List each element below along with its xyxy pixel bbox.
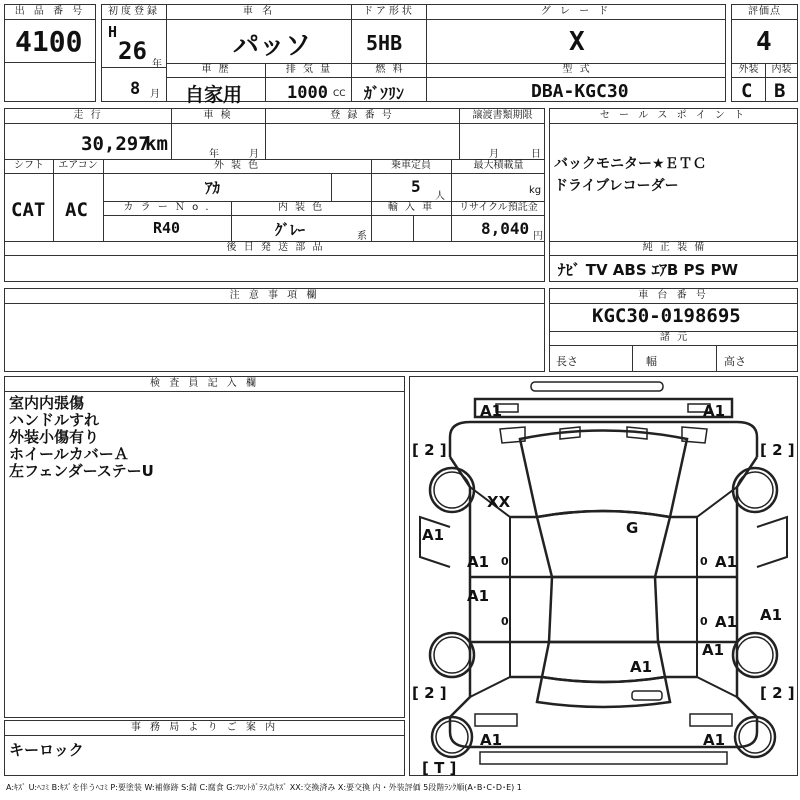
chassis-number: KGC30-0198695 bbox=[592, 305, 741, 327]
mark-right-quarter: A1 bbox=[760, 606, 783, 624]
aircon-label: エアコン bbox=[58, 160, 98, 171]
inspector-note: 左フェンダーステーU bbox=[9, 462, 154, 480]
inspection-year-unit: 年 bbox=[209, 149, 219, 160]
grade-label: グ レ ー ド bbox=[427, 5, 725, 20]
mark-windshield: G bbox=[626, 519, 639, 537]
transfer-month: 月 bbox=[489, 149, 499, 160]
door-cell bbox=[351, 4, 427, 102]
mark-roof-rear: A1 bbox=[630, 658, 653, 676]
equipment-items: ﾅﾋﾞ TV ABS ｴｱB PS PW bbox=[558, 261, 739, 279]
payload-unit: kg bbox=[529, 185, 542, 196]
inspector-note: ホイールカバーＡ bbox=[9, 445, 129, 463]
payload-label: 最大積載量 bbox=[473, 160, 524, 171]
displacement: 1000 bbox=[287, 83, 328, 103]
chassis-label: 車 台 番 号 bbox=[550, 289, 797, 304]
sales-point-cell bbox=[549, 108, 798, 282]
mileage: 30,297 bbox=[81, 133, 150, 155]
mark-front-right-bumper: A1 bbox=[703, 402, 726, 420]
color-number-label: カ ラ ー Ｎ o . bbox=[123, 202, 211, 213]
mark-right-front-door-0: 0 bbox=[700, 555, 708, 568]
car-history: 自家用 bbox=[185, 84, 243, 106]
mark-right-front-door: A1 bbox=[715, 553, 738, 571]
detail-grid bbox=[4, 108, 545, 282]
car-outline-drawing bbox=[410, 377, 797, 775]
inspector-notes-label: 検 査 員 記 入 欄 bbox=[5, 377, 404, 392]
registration-number-label: 登 録 番 号 bbox=[330, 110, 394, 121]
height-label: 高さ bbox=[724, 355, 746, 368]
mark-front-left-bumper: A1 bbox=[480, 402, 503, 420]
exterior-color: ｱｶ bbox=[205, 179, 221, 197]
car-damage-diagram bbox=[409, 376, 798, 776]
length-label: 長さ bbox=[556, 355, 578, 368]
mileage-label: 走 行 bbox=[73, 110, 103, 121]
door-type: 5HB bbox=[366, 31, 403, 55]
mark-tire-rr: [ 2 ] bbox=[760, 684, 795, 702]
interior-color-unit: 系 bbox=[357, 231, 367, 242]
damage-legend: A:ｷｽﾞ U:ﾍｺﾐ B:ｷｽﾞを伴うﾍｺﾐ P:要塗装 W:補修跡 S:錆 C:腐食 G:ﾌﾛﾝﾄｶﾞﾗｽ点ｷｽﾞ XX:交換済み X:要交換 内・外装評価 5段階ﾗﾝｸ順(A･B･C･D･E) 1 bbox=[6, 783, 522, 792]
mileage-unit: km bbox=[145, 133, 168, 155]
capacity: 5 bbox=[411, 177, 421, 196]
first-registration-cell bbox=[101, 4, 167, 102]
mark-tire-rl: [ 2 ] bbox=[412, 684, 447, 702]
fuel: ｶﾞｿﾘﾝ bbox=[364, 84, 405, 103]
recycle-deposit-label: リサイクル預託金 bbox=[459, 202, 538, 213]
equipment-label: 純 正 装 備 bbox=[642, 242, 707, 253]
mark-right-rear-quarter: A1 bbox=[702, 641, 725, 659]
shift-label: シフト bbox=[14, 160, 44, 171]
first-registration-label: 初度登録 bbox=[102, 5, 166, 20]
model-code: DBA-KGC30 bbox=[531, 81, 629, 102]
car-name: パッソ bbox=[233, 31, 312, 61]
score-label: 評価点 bbox=[732, 5, 797, 20]
mark-rear-right-bumper: A1 bbox=[703, 731, 726, 749]
inspector-note: 室内内張傷 bbox=[9, 394, 85, 412]
chassis-cell bbox=[549, 288, 798, 372]
inspector-notes-cell bbox=[4, 376, 405, 718]
exterior-color-label: 外 装 色 bbox=[213, 160, 261, 171]
exterior-grade: C bbox=[741, 80, 753, 102]
mark-left-rear-door-0: 0 bbox=[501, 615, 509, 628]
mark-rear-left-bumper: A1 bbox=[480, 731, 503, 749]
score: 4 bbox=[756, 27, 772, 57]
notes-label: 注 意 事 項 欄 bbox=[5, 289, 544, 304]
car-name-label: 車 名 bbox=[167, 5, 351, 20]
exterior-label: 外装 bbox=[738, 64, 759, 75]
specs-label: 諸 元 bbox=[659, 332, 690, 343]
lot-number: 4100 bbox=[15, 25, 83, 58]
transfer-deadline-label: 譲渡書類期限 bbox=[472, 110, 533, 121]
inspection-month-unit: 月 bbox=[249, 149, 259, 160]
top-info-block bbox=[4, 4, 798, 104]
mark-left-rear-door: A1 bbox=[467, 587, 490, 605]
year-unit: 年 bbox=[152, 59, 162, 70]
fuel-label: 燃 料 bbox=[375, 64, 405, 75]
color-number: R40 bbox=[153, 219, 181, 237]
displacement-label: 排 気 量 bbox=[285, 64, 333, 75]
transfer-day: 日 bbox=[531, 149, 541, 160]
office-notes-label: 事 務 局 よ り ご 案 内 bbox=[5, 721, 404, 736]
mark-trunk: [ T ] bbox=[422, 759, 457, 775]
recycle-deposit: 8,040 bbox=[481, 219, 530, 238]
month-unit: 月 bbox=[150, 89, 160, 100]
interior-color: ｸﾞﾚｰ bbox=[275, 221, 306, 239]
lot-number-cell bbox=[4, 4, 96, 102]
aircon: AC bbox=[65, 199, 88, 221]
mark-tire-fr: [ 2 ] bbox=[760, 441, 795, 459]
mark-tire-fl: [ 2 ] bbox=[412, 441, 447, 459]
grade-cell bbox=[426, 4, 726, 102]
capacity-label: 乗車定員 bbox=[391, 160, 431, 171]
sales-point-line-1: バックモニター★ＥＴＣ bbox=[554, 156, 707, 172]
lot-number-label: 出 品 番 号 bbox=[5, 5, 95, 20]
interior-grade: B bbox=[774, 80, 786, 102]
shift: CAT bbox=[11, 199, 46, 221]
era: H bbox=[108, 23, 118, 41]
model-label: 型 式 bbox=[562, 64, 592, 75]
history-label: 車 歴 bbox=[201, 64, 231, 75]
later-parts-label: 後 日 発 送 部 品 bbox=[226, 242, 325, 253]
grade: X bbox=[569, 27, 585, 57]
reg-month: 8 bbox=[130, 79, 141, 99]
inspection-label: 車 検 bbox=[203, 110, 233, 121]
inspector-note: ハンドルすれ bbox=[9, 411, 100, 429]
door-label: ドア形状 bbox=[352, 5, 426, 20]
mark-right-rear-door-0: 0 bbox=[700, 615, 708, 628]
interior-color-label: 内 装 色 bbox=[277, 202, 325, 213]
notes-cell bbox=[4, 288, 545, 372]
mark-left-front-door-0: 0 bbox=[501, 555, 509, 568]
capacity-unit: 人 bbox=[435, 191, 445, 202]
mark-left-fender: A1 bbox=[422, 526, 445, 544]
inspector-note: 外装小傷有り bbox=[9, 428, 100, 446]
office-notes-cell bbox=[4, 720, 405, 776]
interior-label: 内装 bbox=[771, 64, 792, 75]
displacement-unit: CC bbox=[333, 89, 346, 99]
reg-year: 26 bbox=[118, 37, 147, 65]
recycle-unit: 円 bbox=[533, 231, 543, 242]
sales-point-label: セ ー ル ス ポ イ ン ト bbox=[550, 109, 797, 124]
score-cell bbox=[731, 4, 798, 102]
car-name-cell bbox=[166, 4, 352, 106]
import-label: 輸 入 車 bbox=[387, 202, 435, 213]
mark-left-front-door: A1 bbox=[467, 553, 490, 571]
width-label: 幅 bbox=[646, 355, 657, 368]
mark-hood-left: XX bbox=[487, 493, 511, 511]
sales-point-line-2: ドライブレコーダー bbox=[554, 178, 679, 194]
office-note: キーロック bbox=[9, 741, 84, 759]
mark-right-rear-door: A1 bbox=[715, 613, 738, 631]
